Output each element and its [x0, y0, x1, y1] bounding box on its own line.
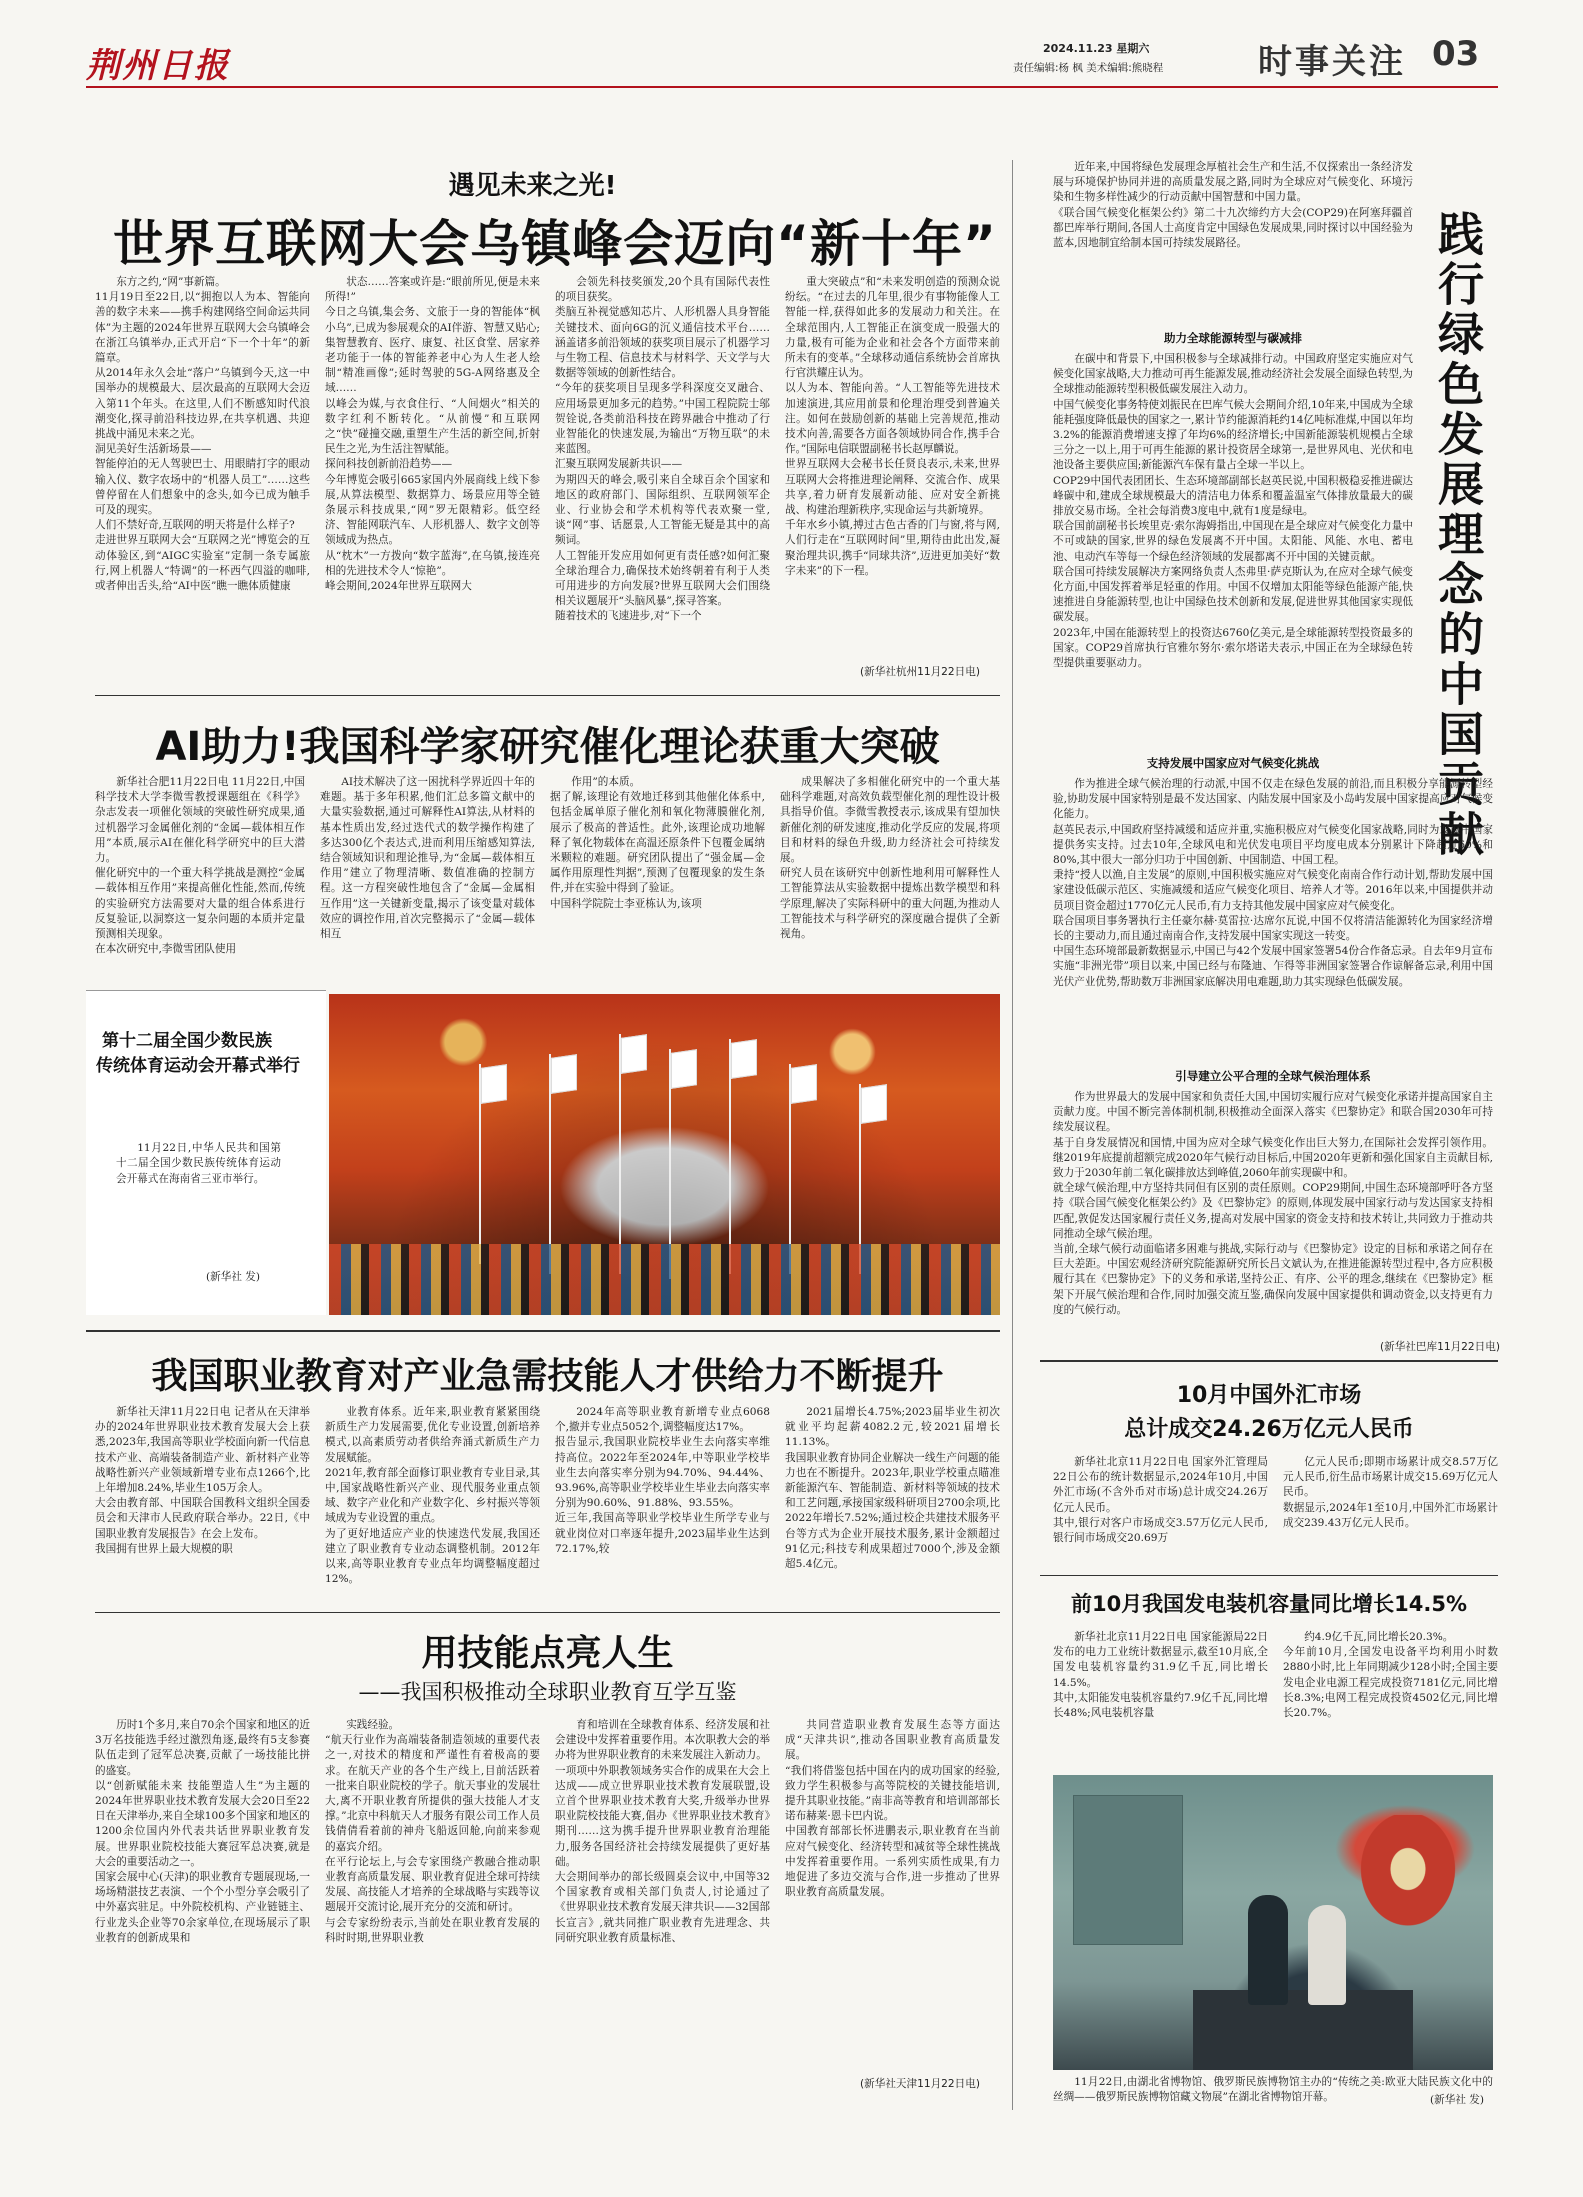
photo1-caption: 11月22日,中华人民共和国第十二届全国少数民族传统体育运动会开幕式在海南省三亚市举行。 [116, 1142, 281, 1185]
article4-col3: 育和培训在全球教育体系、经济发展和社会建设中发挥着重要作用。本次职教大会的举办将为世界职业教育的未来发展注入新动力。 一项项中外职教领域务实合作的成果在大会上达成——成立世界职业技术教育发展联盟,设立首个世界职业技术教育大奖,升级举办世界职业院校技能大赛,倡办《世界职业技术教育》期刊……这为携手提升世界职业教育治理能力,服务各国经济社会持续发展提供了更好基础。 大会期间举办的部长级圆桌会议中,中国等32个国家教育或相关部门负责人,讨论通过了《世界职业技术教育发展天津共识——32国部长宣言》,就共同推广职业教育先进理念、共同研究职业教育质量标准、 [555, 1719, 770, 1944]
article7-col2: 约4.9亿千瓦,同比增长20.3%。 今年前10月,全国发电设备平均利用小时数2880小时,比上年同期减少128小时;全国主要发电企业电源工程完成投资7181亿元,同比增长8.3%;电网工程完成投资4502亿元,同比增长20.7%。 [1283, 1631, 1498, 1720]
divider-photo1 [86, 1330, 1000, 1332]
article5-intro: 近年来,中国将绿色发展理念厚植社会生产和生活,不仅探索出一条经济发展与环境保护协同并进的高质量发展之路,同时为全球应对气候变化、环境污染和生物多样性减少的行动贡献中国智慧和中国力量。 《联合国气候变化框架公约》第二十九次缔约方大会(COP29)在阿塞拜疆首都巴库举行期间,各国人士高度肯定中国绿色发展成果,同时探讨以中国经验为蓝本,因地制宜给制本国可持续发展路径。 [1053, 161, 1413, 250]
article2-col4: 成果解决了多相催化研究中的一个重大基础科学难题,对高效负载型催化剂的理性设计极具指导价值。李微雪教授表示,该成果有望加快新催化剂的研发速度,推动化学反应的发展,将项目和材料的绿色升级,助力经济社会可持续发展。 研究人员在该研究中创新性地利用可解释性人工智能算法从实验数据中提炼出数学模型和科学原理,解决了实际科研中的重大问题,为推动人工智能技术与科学研究的深度融合提供了全新视角。 [780, 776, 1000, 941]
article2-title: AI助力!我国科学家研究催化理论获重大突破 [155, 724, 940, 770]
page-number: 03 [1432, 34, 1480, 74]
photo2-caption: 11月22日,由湖北省博物馆、俄罗斯民族博物馆主办的“传统之美:欧亚大陆民族文化中的丝绸——俄罗斯民族博物馆藏文物展”在湖北省博物馆开幕。 [1053, 2076, 1493, 2104]
article6-title-line1: 10月中国外汇市场 [1176, 1383, 1362, 1408]
divider-a6 [1040, 1575, 1498, 1576]
divider-a3 [95, 1612, 1000, 1613]
article5-sec2: 作为推进全球气候治理的行动派,中国不仅走在绿色发展的前沿,而且积极分享能源转型经验,协助发展中国家特别是最不发达国家、内陆发展中国家及小岛屿发展中国家提高应对气候变化能力。 赵英民表示,中国政府坚持减缓和适应并重,实施积极应对气候变化国家战略,同时为发展中国家提供务实支持。过去10年,全球风电和光伏发电项目平均度电成本分别累计下降超过60%和80%,其中很大一部分归功于中国创新、中国制造、中国工程。 秉持“授人以渔,自主发展”的原则,中国积极实施应对气候变化南南合作行动计划,帮助发展中国家建设低碳示范区、实施减缓和适应气候变化项目、培养人才等。2016年以来,中国提供并动员项目资金超过1770亿元人民币,有力支持其他发展中国家应对气候变化。 联合国项目事务署执行主任豪尔赫·莫雷拉·达席尔瓦说,中国不仅将清洁能源转化为国家经济增长的主要动力,而且通过南南合作,支持发展中国家实现这一转变。 中国生态环境部最新数据显示,中国已与42个发展中国家签署54份合作备忘录。自去年9月宣布实施“非洲光带”项目以来,中国已经与布隆迪、乍得等非洲国家签署合作谅解备忘录,利用中国光伏产业优势,帮助数万非洲国家底解决用电难题,助力其实现绿色低碳发展。 [1053, 778, 1493, 988]
article5-sec1: 在碳中和背景下,中国积极参与全球减排行动。中国政府坚定实施应对气候变化国家战略,大力推动可再生能源发展,推动经济社会发展全面绿色转型,为全球推动能源转型积极低碳发展注入动力。 中国气候变化事务特使刘振民在巴库气候大会期间介绍,10年来,中国成为全球能耗强度降低最快的国家之一,累计节约能源消耗约14亿吨标准煤,中国以年均3.2%的能源消费增速支撑了年均6%的经济增长;中国新能源装机规模占全球三分之一以上,用于可再生能源的累计投资居全球第一,是世界风电、光伏和电池设备主要供应国;新能源汽车保有量占全球一半以上。 COP29中国代表团团长、生态环境部副部长赵英民说,中国积极稳妥推进碳达峰碳中和,建成全球规模最大的清洁电力体系和覆盖温室气体排放量最大的碳排放交易市场。全社会每消费3度电中,就有1度是绿电。 联合国前副秘书长埃里克·索尔海姆指出,中国现在是全球应对气候变化力量中不可或缺的国家,世界的绿色发展离不开中国。太阳能、风能、水电、蓄电池、电动汽车等每一个绿色经济领域的发展都离不开中国的关键贡献。 联合国可持续发展解决方案网络负责人杰弗里·萨克斯认为,在应对全球气候变化方面,中国发挥着举足轻重的作用。中国不仅增加太阳能等绿色能源产能,快速推进自身能源转型,也让中国绿色技术创新和发展,促进世界其他国家实现低碳发展。 2023年,中国在能源转型上的投资达6760亿美元,是全球能源转型投资最多的国家。COP29首席执行官雅尔努尔·索尔塔诺夫表示,中国正在为全球绿色转型提供重要驱动力。 [1053, 353, 1413, 670]
article1-col2: 状态……答案或许是:“眼前所见,便是未来所得!” 今日之乌镇,集会务、文旅于一身的智能体“枫小乌”,已成为参展观众的AI伴游、智慧又贴心;集智慧教育、医疗、康复、社区食堂、居家养老功能于一体的智能养老中心为人生老人绘制“精准画像”;延时驾驶的5G-A网络惠及全域…… 以峰会为媒,与衣食住行、“人间烟火”相关的数字红利不断转化。“从前慢”和互联网之“快”碰撞交融,重塑生产生活的新空间,折射民生之光,为生活注智赋能。 探问科技创新前沿趋势—— 今年博览会吸引665家国内外展商线上线下参展,从算法模型、数据算力、场景应用等全链条展示科技成果,“网”罗无限精彩。低空经济、智能网联汽车、人形机器人、数字文创等领域成为热点。 从“枕木”一方拨向“数字蓝海”,在乌镇,接连亮相的先进技术令人“惊艳”。 峰会期间,2024年世界互联网大 [325, 276, 540, 593]
article1-kicker: 遇见未来之光! [448, 171, 617, 201]
section-name: 时事关注 [1258, 42, 1406, 82]
masthead [0, 0, 1583, 130]
article1-title: 世界互联网大会乌镇峰会迈向“新十年” [113, 215, 997, 273]
divider-a5 [1040, 1360, 1498, 1362]
opening-ceremony-photo [329, 994, 1000, 1315]
photo1-title-line2: 传统体育运动会开幕式举行 [96, 1056, 300, 1076]
photo1-title-line1: 第十二届全国少数民族 [102, 1031, 272, 1051]
article2-col3: 作用”的本质。 据了解,该理论有效地迁移到其他催化体系中,包括金属单原子催化剂和氧化物薄膜催化剂,展示了极高的普适性。此外,该理论成功地解释了氧化物载体在高温还原条件下包覆金属纳米颗粒的难题。研究团队提出了“强金属—金属作用原理性判据”,预测了包覆现象的发生条件,并在实验中得到了验证。 中国科学院院士李亚栋认为,该项 [550, 776, 765, 910]
masthead-rule [86, 86, 1498, 88]
article6-title-line2: 总计成交24.26万亿元人民币 [1124, 1417, 1414, 1442]
article3-col2: 业教育体系。近年来,职业教育紧紧围绕新质生产力发展需要,优化专业设置,创新培养模式,以高素质劳动者供给奔涌式新质生产力发展赋能。 2021年,教育部全面修订职业教育专业目录,其中,国家战略性新兴产业、现代服务业重点领域、数字产业化和产业数字化、乡村振兴等领域成为专业设置的重点。 为了更好地适应产业的快速迭代发展,我国还建立了职业教育专业动态调整机制。2012年以来,高等职业教育专业点年均调整幅度超过12%。 [325, 1406, 540, 1586]
article1-credit: (新华社杭州11月22日电) [860, 666, 980, 678]
divider-a1 [95, 695, 1000, 696]
article3-col1: 新华社天津11月22日电 记者从在天津举办的2024年世界职业技术教育发展大会上获悉,2023年,我国高等职业学校面向新一代信息技术产业、高端装备制造产业、新材料产业等战略性新兴产业领域新增专业布点1266个,比上年增加8.24%,毕业生105万余人。 大会由教育部、中国联合国教科文组织全国委员会和天津市人民政府联合举办。22日,《中国职业教育发展报告》在会上发布。 我国拥有世界上最大规模的职 [95, 1406, 310, 1555]
masthead-date: 2024.11.23 星期六 [1043, 42, 1150, 55]
article5-title-text: 践行绿色发展理念的中国贡献 [1431, 210, 1485, 860]
article7-col1: 新华社北京11月22日电 国家能源局22日发布的电力工业统计数据显示,截至10月底,全国发电装机容量约31.9亿千瓦,同比增长14.5%。 其中,太阳能发电装机容量约7.9亿千瓦,同比增长48%;风电装机容量 [1053, 1631, 1268, 1720]
masthead-editors: 责任编辑:杨 枫 美术编辑:熊晓程 [1013, 62, 1164, 74]
article4-col1: 历时1个多月,来自70余个国家和地区的近3万名技能选手经过激烈角逐,最终有5支参赛队伍走到了冠军总决赛,贡献了一场技能比拼的盛宴。 以“创新赋能未来 技能塑造人生”为主题的2024年世界职业技术教育发展大会20日至22日在天津举办,来自全球100多个国家和地区的1200余位国内外代表共话世界职业教育发展。世界职业院校技能大赛冠军总决赛,就是大会的重要活动之一。 国家会展中心(天津)的职业教育专题展现场,一场场精湛技艺表演、一个个小型分享会吸引了中外嘉宾驻足。中外院校机构、产业链链主、行业龙头企业等70余家单位,在现场展示了职业教育的创新成果和 [95, 1719, 310, 1944]
article6-col1: 新华社北京11月22日电 国家外汇管理局22日公布的统计数据显示,2024年10月,中国外汇市场(不含外币对市场)总计成交24.26万亿元人民币。 其中,银行对客户市场成交3.57万亿元人民币,银行间市场成交20.69万 [1053, 1456, 1268, 1545]
article5-sec1-title: 助力全球能源转型与碳减排 [1164, 331, 1302, 345]
article6-col2: 亿元人民币;即期市场累计成交8.57万亿元人民币,衍生品市场累计成交15.69万亿元人民币。 数据显示,2024年1至10月,中国外汇市场累计成交239.43万亿元人民币。 [1283, 1456, 1498, 1529]
photo1-caption-credit: (新华社 发) [206, 1271, 261, 1283]
newspaper-logo: 荆州日报 [86, 46, 230, 86]
photo2-caption-credit: (新华社 发) [1430, 2094, 1485, 2106]
article3-col4: 2021届增长4.75%;2023届毕业生初次就业平均起薪4082.2元,较2021届增长11.13%。 我国职业教育协同企业解决一线生产问题的能力也在不断提升。2023年,职业学校重点瞄准新能源汽车、智能制造、新材料等领域的技术和工艺问题,承接国家级科研项目2700余项,比2022年增长7.52%;通过校企共建技术服务平台等方式为企业开展技术服务,累计金额超过91亿元;科技专利成果超过7000个,涉及金额超5.4亿元。 [785, 1406, 1000, 1571]
article1-col4: 重大突破点”和“未来发明创造的预测众说纷纭。“在过去的几年里,很少有事物能像人工智能一样,获得如此多的发展动力和关注。在全球范围内,人工智能正在演变成一股强大的力量,极有可能为企业和社会各个方面带来前所未有的变革。”全球移动通信系统协会首席执行官洪耀庄认为。 以人为本、智能向善。“人工智能等先进技术加速演进,其应用前景和伦理治理受到普遍关注。如何在鼓励创新的基础上完善规范,推动技术向善,需要各方面各领域协同合作,携手合作。”国际电信联盟副秘书长赵厚麟说。 世界互联网大会秘书长任贤良表示,未来,世界互联网大会将推进理论阐释、交流合作、成果共享,着力研育发展新动能、应对安全新挑战、构建治理新秩序,实现命运与共新境界。 千年水乡小镇,搏过古色古香的门与窗,将与网,人们行走在“互联网时间”里,期待由此出发,凝聚治理共识,携手“同球共济”,迈进更加美好“数字未来”的下一程。 [785, 276, 1000, 577]
article4-credit: (新华社天津11月22日电) [860, 2078, 980, 2090]
article3-col3: 2024年高等职业教育新增专业点6068个,撤并专业点5052个,调整幅度达17%。 报告显示,我国职业院校毕业生去向落实率维持高位。2022年至2024年,中等职业学校毕业生去向落实率分别为94.70%、94.44%、93.96%,高等职业学校毕业生毕业去向落实率分别为90.60%、91.88%、93.55%。 近三年,我国高等职业学校毕业生所学专业与就业岗位对口率逐年提升,2023届毕业生达到72.17%,较 [555, 1406, 770, 1555]
museum-exhibition-photo [1053, 1775, 1493, 2070]
article5-sec3-title: 引导建立公平合理的全球气候治理体系 [1175, 1069, 1371, 1083]
article5-sec3: 作为世界最大的发展中国家和负责任大国,中国切实履行应对气候变化承诺并提高国家自主贡献力度。中国不断完善体制机制,积极推动全面深入落实《巴黎协定》和联合国2030年可持续发展议程。 基于自身发展情况和国情,中国为应对全球气候变化作出巨大努力,在国际社会发挥引领作用。继2019年底提前超额完成2020年气候行动目标后,中国2020年更新和强化国家自主贡献目标,致力于2030年前二氧化碳排放达到峰值,2060年前实现碳中和。 就全球气候治理,中方坚持共同但有区别的责任原则。COP29期间,中国生态环境部呼吁各方坚持《联合国气候变化框架公约》及《巴黎协定》的原则,体现发展中国家行动与发达国家支持相匹配,敦促发达国家履行责任义务,提高对发展中国家的资金支持和技术转让,共同致力于推动共同推动全球气候治理。 当前,全球气候行动面临诸多困难与挑战,实际行动与《巴黎协定》设定的目标和承诺之间存在巨大差距。中国宏观经济研究院能源研究所长吕文斌认为,在推进能源转型过程中,各方应积极履行其在《巴黎协定》下的义务和承诺,坚持公正、有序、公平的理念,继续在《巴黎协定》框架下开展气候治理和合作,同时加强交流互鉴,确保向发展中国家提供和调动资金,以支持更有力度的气候行动。 [1053, 1091, 1493, 1316]
article4-subtitle: ——我国积极推动全球职业教育互学互鉴 [358, 1680, 737, 1704]
article1-col3: 会领先科技奖颁发,20个具有国际代表性的项目获奖。 类脑互补视觉感知芯片、人形机器人具身智能关键技术、面向6G的沉义通信技术平台……涵盖诸多前沿领域的获奖项目展示了机器学习与生物工程、信息技术与材料学、天文学与大数据等领域的创新性结合。 “今年的获奖项目呈现多学科深度交叉融合、应用场景更加多元的趋势。”中国工程院院士邬贺铨说,各类前沿科技在跨界融合中推动了行业智能化的快速发展,为输出“万物互联”的未来蓝图。 汇聚互联网发展新共识—— 为期四天的峰会,吸引来自全球百余个国家和地区的政府部门、国际组织、互联网领军企业、行业协会和学术机构等代表欢聚一堂,谈“网”事、话愿景,人工智能无疑是其中的高频词。 人工智能开发应用如何更有责任感?如何汇聚全球治理合力,确保技术始终朝着有利于人类可用进步的方向发展?世界互联网大会们围绕相关议题展开“头脑风暴”,探寻答案。 随着技术的飞速进步,对“下一个 [555, 276, 770, 623]
article2-col2: AI技术解决了这一困扰科学界近四十年的难题。基于多年积累,他们汇总多篇文献中的大量实验数据,通过可解释性AI算法,从材料的基本性质出发,经过迭代式的数学操作构建了多达300亿个表达式,进而利用压缩感知算法,结合领域知识和理论推导,为“金属—载体相互作用”建立了物理清晰、数值准确的控制方程。这一方程突破性地包含了“金属—金属相互作用”这一关键新变量,揭示了该变量对载体效应的调控作用,首次完整揭示了“金属—载体相互 [320, 776, 535, 941]
article5-credit: (新华社巴库11月22日电) [1380, 1341, 1500, 1353]
article4-col2: 实践经验。 “航天行业作为高端装备制造领域的重要代表之一,对技术的精度和严谨性有着极高的要求。在航天产业的各个生产线上,目前活跃着一批来自职业院校的学子。航天事业的发展壮大,离不开职业教育所提供的强大技能人才支撑。”北京中科航天人才服务有限公司工作人员钱倩倩看着前的神舟飞船返回舱,向前来参观的嘉宾介绍。 在平行论坛上,与会专家围绕产教融合推动职业教育高质量发展、职业教育促进全球可持续发展、高技能人才培养的全球战略与实践等议题展开交流讨论,展开充分的交流和研讨。 与会专家纷纷表示,当前处在职业教育发展的科时时期,世界职业教 [325, 1719, 540, 1944]
article5-sec2-title: 支持发展中国家应对气候变化挑战 [1146, 756, 1320, 770]
photo1-caption-box [86, 990, 326, 1315]
article4-title: 用技能点亮人生 [421, 1633, 674, 1674]
article4-col4: 共同营造职业教育发展生态等方面达成“天津共识”,推动各国职业教育高质量发展。 “我们将借鉴包括中国在内的成功国家的经验,致力学生积极参与高等院校的关键技能培训,提升其职业技能。”南非高等教育和培训部部长诺布赫莱·恩卡巴内说。 中国教育部部长怀进鹏表示,职业教育在当前应对气候变化、经济转型和减贫等全球性挑战中发挥着重要作用。一系列实质性成果,有力地促进了多边交流与合作,进一步推动了世界职业教育高质量发展。 [785, 1719, 1000, 1899]
article7-title: 前10月我国发电装机容量同比增长14.5% [1070, 1592, 1468, 1616]
column-divider [1012, 160, 1013, 2110]
article2-col1: 新华社合肥11月22日电 11月22日,中国科学技术大学李微雪教授课题组在《科学》杂志发表一项催化领域的突破性研究成果,通过机器学习金属催化剂的“金属—载体相互作用”本质,展示AI在催化科学研究中的巨大潜力。 催化研究中的一个重大科学挑战是测控“金属—载体相互作用”来提高催化性能,然而,传统的实验研究方法需要对大量的组合体系进行反复验证,以洞察这一复杂问题的本质并定量预测相关现象。 在本次研究中,李微雪团队使用 [95, 776, 305, 956]
article3-title: 我国职业教育对产业急需技能人才供给力不断提升 [151, 1356, 944, 1397]
article1-col1: 东方之约,“网”事新篇。 11月19日至22日,以“拥抱以人为本、智能向善的数字未来——携手构建网络空间命运共同体”为主题的2024年世界互联网大会乌镇峰会在浙江乌镇举办,正式开启“下一个十年”的新篇章。 从2014年永久会址“落户”乌镇到今天,这一中国举办的规模最大、层次最高的互联网大会迈入第11个年头。在这里,人们不断感知时代浪潮变化,探寻前沿科技边界,在共享机遇、共迎挑战中涌见未来之光。 洞见美好生活新场景—— 智能停泊的无人驾驶巴士、用眼睛打字的眼动输入仪、数字农场中的“机器人员工”……这些曾停留在人们想象中的念头,如今已成为触手可及的现实。 人们不禁好奇,互联网的明天将是什么样子? 走进世界互联网大会“互联网之光”博览会的互动体验区,到“AIGC实验室”定制一条专属旅行,网上机器人“特调”的一杯西气四溢的咖啡,或者伸出舌头,给“AI中医”瞧一瞧体质健康 [95, 276, 310, 593]
